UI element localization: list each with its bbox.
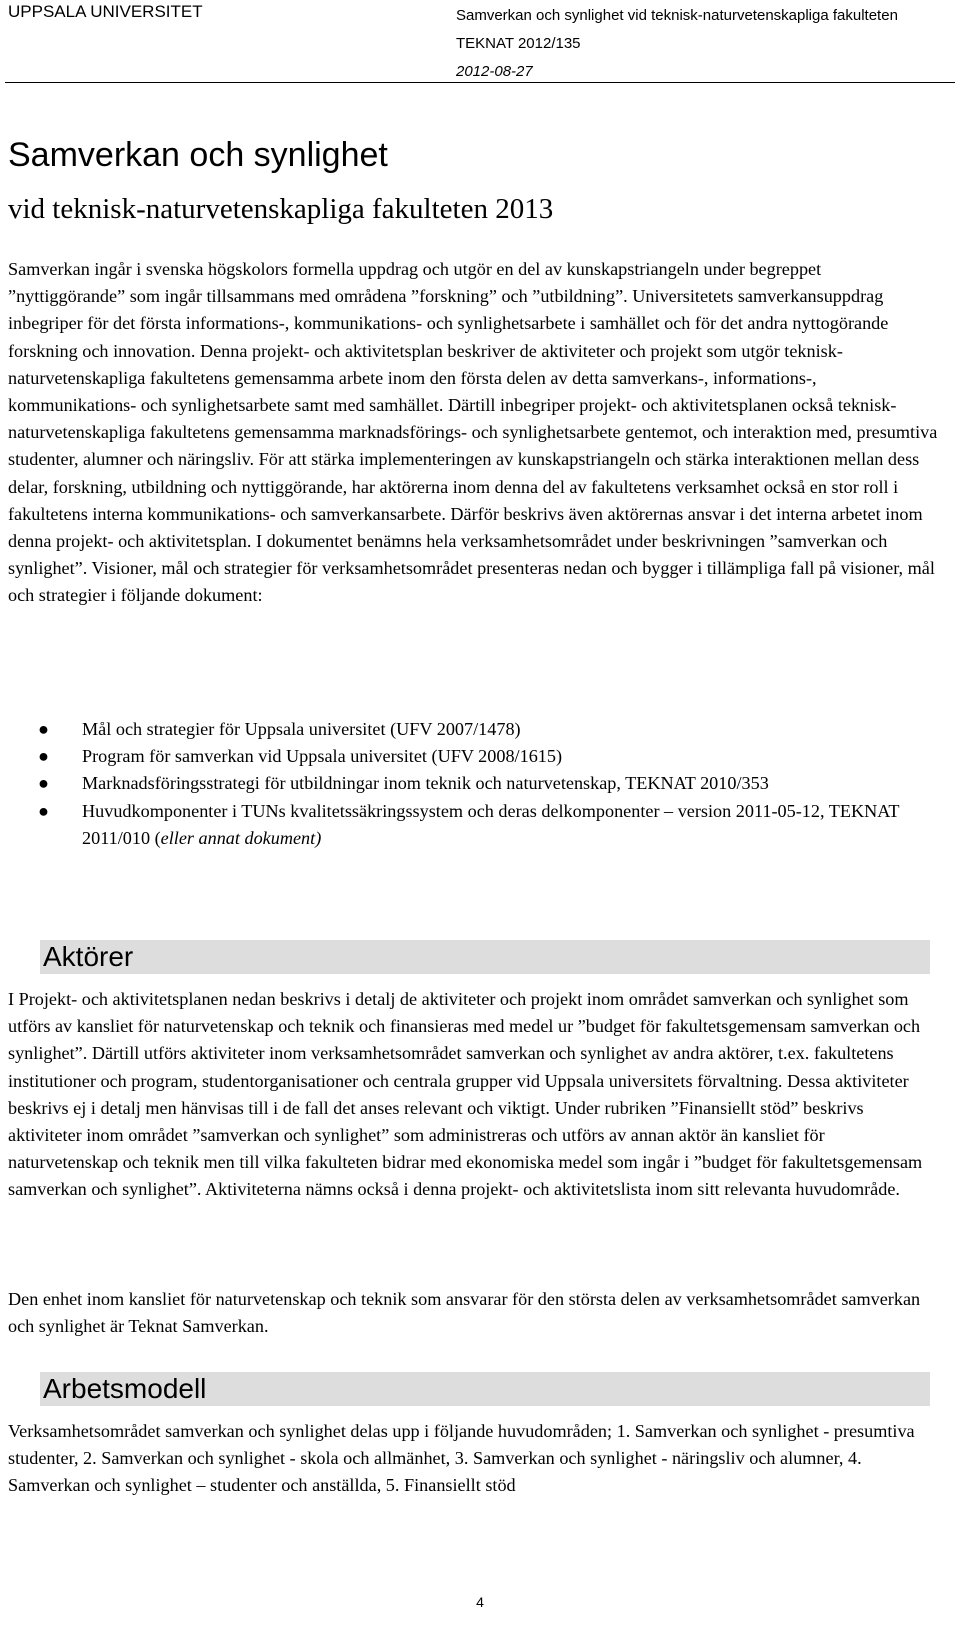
intro-section bbox=[8, 256, 938, 610]
aktorer-unit-section bbox=[8, 1286, 938, 1340]
arbetsmodell-section bbox=[8, 1418, 938, 1500]
arbetsmodell-paragraph: Verksamhetsområdet samverkan och synlighet delas upp i följande huvudområden; 1. Samverkan och synlighet - presumtiva studenter, 2. Samverkan och synlighet - skola och allmänhet, 3. Samverkan och synlighet - näringsliv och alumner, 4. Samverkan och synlighet – studenter och anställda, 5. Finansiellt stöd bbox=[8, 1421, 915, 1496]
bullet-icon: ● bbox=[38, 773, 49, 794]
reference-list bbox=[8, 716, 938, 852]
header-divider bbox=[5, 82, 955, 83]
page-subtitle: vid teknisk-naturvetenskapliga fakulteten 2013 bbox=[8, 193, 554, 225]
page-title: Samverkan och synlighet bbox=[8, 136, 388, 174]
header-subtitle: Samverkan och synlighet vid teknisk-naturvetenskapliga fakulteten bbox=[456, 7, 898, 24]
list-item: ● Marknadsföringsstrategi för utbildningar inom teknik och naturvetenskap, TEKNAT 2010/353 bbox=[8, 770, 938, 797]
list-item: ● Huvudkomponenter i TUNs kvalitetssäkringssystem och deras delkomponenter – version 2011-05-12, TEKNAT 2011/010 (eller annat dokument) bbox=[8, 798, 938, 852]
bullet-icon: ● bbox=[38, 746, 49, 767]
header-reference: TEKNAT 2012/135 bbox=[456, 35, 581, 52]
section-heading-arbetsmodell: Arbetsmodell bbox=[40, 1372, 930, 1406]
aktorer-unit-paragraph: Den enhet inom kansliet för naturvetenskap och teknik som ansvarar för den största delen av verksamhetsområdet samverkan och synlighet är Teknat Samverkan. bbox=[8, 1289, 921, 1337]
aktorer-section bbox=[8, 986, 938, 1204]
document-header bbox=[456, 2, 898, 86]
list-item: ● Mål och strategier för Uppsala universitet (UFV 2007/1478) bbox=[8, 716, 938, 743]
list-item: ● Program för samverkan vid Uppsala universitet (UFV 2008/1615) bbox=[8, 743, 938, 770]
aktorer-paragraph: I Projekt- och aktivitetsplanen nedan beskrivs i detalj de aktiviteter och projekt inom området samverkan och synlighet som utförs av kansliet för naturvetenskap och teknik och finansieras med medel ur ”budget för fakultetsgemensam samverkan och synlighet”. Därtill utförs aktiviteter inom verksamhetsområdet samverkan och synlighet av andra aktörer, t.ex. fakultetens institutioner och program, studentorganisationer och centrala grupper vid Uppsala universitets förvaltning. Dessa aktiviteter beskrivs ej i detalj men hänvisas till i de fall det anses relevant och viktigt. Under rubriken ”Finansiellt stöd” beskrivs aktiviteter inom området ”samverkan och synlighet” som administreras och utförs av annan aktör än kansliet för naturvetenskap och teknik men till vilka fakulteten bidrar med ekonomiska medel som ingår i ”budget för fakultetsgemensam samverkan och synlighet”. Aktiviteterna nämns också i denna projekt- och aktivitetslista inom sitt relevanta huvudområde. bbox=[8, 989, 923, 1200]
page-number: 4 bbox=[476, 1594, 484, 1610]
bullet-icon: ● bbox=[38, 719, 49, 739]
org-name: UPPSALA UNIVERSITET bbox=[8, 2, 203, 21]
header-date: 2012-08-27 bbox=[456, 63, 533, 80]
section-heading-aktorer: Aktörer bbox=[40, 940, 930, 974]
intro-paragraph: Samverkan ingår i svenska högskolors formella uppdrag och utgör en del av kunskapstriangeln under begreppet ”nyttiggörande” som ingår tillsammans med områdena ”forskning” och ”utbildning”. Universitetets samverkansuppdrag inbegriper för det första informations-, kommunikations- och synlighetsarbete i samhället och för det andra nyttogörande forskning och innovation. Denna projekt- och aktivitetsplan beskriver de aktiviteter och projekt som utgör teknisk-naturvetenskapliga fakultetens gemensamma arbete inom den första delen av detta samverkans-, informations-, kommunikations- och synlighetsarbete samt med samhället. Därtill inbegriper projekt- och aktivitetsplanen också teknisk- naturvetenskapliga fakultetens gemensamma marknadsförings- och synlighetsarbete gentemot, och interaktion med, presumtiva studenter, alumner och näringsliv. För att stärka implementeringen av kunskapstriangeln och stärka interaktionen mellan dess delar, forskning, utbildning och nyttiggörande, har aktörerna inom denna del av fakultetens verksamhet också en stor roll i fakultetens interna kommunikations- och samverkansarbete. Därför beskrivs även aktörernas ansvar i det interna arbetet inom denna projekt- och aktivitetsplan. I dokumentet benämns hela verksamhetsområdet under beskrivningen ”samverkan och synlighet”. Visioner, mål och strategier för verksamhetsområdet presenteras nedan och bygger i tillämpliga fall på visioner, mål och strategier i följande dokument: bbox=[8, 259, 938, 606]
bullet-icon: ● bbox=[38, 800, 49, 821]
